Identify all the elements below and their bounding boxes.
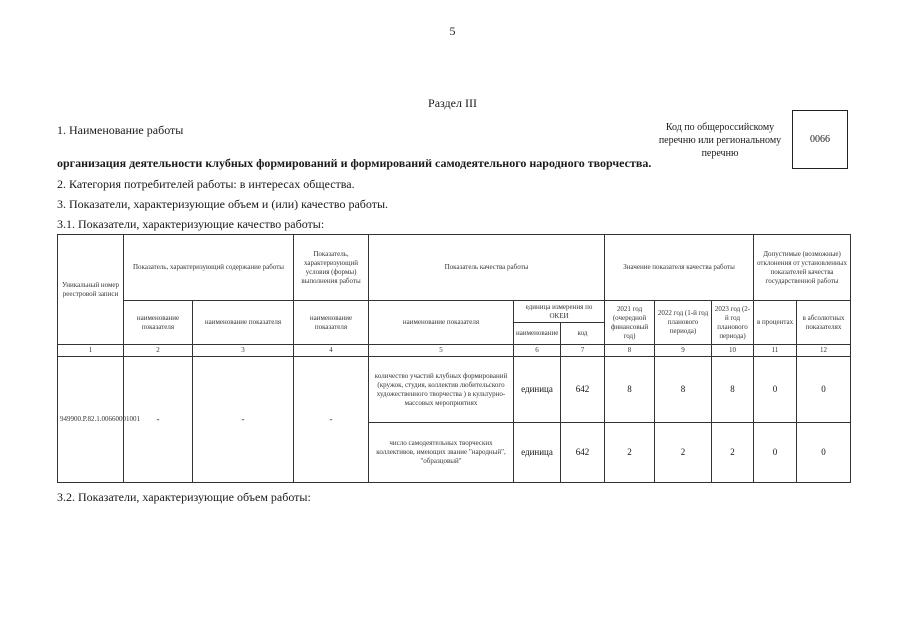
column-number: 12 xyxy=(797,345,851,357)
page-number: 5 xyxy=(449,24,456,38)
work-name-label: 1. Наименование работы xyxy=(57,123,184,137)
quality-indicators-table xyxy=(57,234,851,483)
header-indicator-name: наименование показателя xyxy=(369,301,514,345)
column-number: 10 xyxy=(712,345,754,357)
header-content-name-1: наименование показателя xyxy=(124,301,193,345)
registry-code-value: 0066 xyxy=(810,134,830,145)
consumer-category: 2. Категория потребителей работы: в интересах общества. xyxy=(57,177,355,191)
header-year-2021: 2021 год (очередной финансовый год) xyxy=(605,301,655,345)
header-content-name-2: наименование показателя xyxy=(193,301,294,345)
registry-number-cell: 949900.Р.82.1.00660001001 xyxy=(58,357,124,483)
indicators-heading: 3. Показатели, характеризующие объем и (или) качество работы. xyxy=(57,197,389,211)
quality-heading: 3.1. Показатели, характеризующие качество работы: xyxy=(57,217,325,231)
header-absolute: в абсолютных показателях xyxy=(797,301,851,345)
year-2023-cell: 2 xyxy=(712,423,754,483)
header-deviations: Допустимые (возможные) отклонения от установленных показателей качества государственной работы xyxy=(754,235,851,301)
column-number: 4 xyxy=(294,345,369,357)
column-number: 8 xyxy=(605,345,655,357)
work-name: организация деятельности клубных формирований и формирований самодеятельного народного творчества. xyxy=(57,156,652,170)
column-number: 9 xyxy=(655,345,712,357)
table-row xyxy=(58,357,851,423)
content-value-1-cell: - xyxy=(124,357,193,483)
registry-code-box xyxy=(792,110,848,169)
column-number: 6 xyxy=(514,345,561,357)
year-2021-cell: 2 xyxy=(605,423,655,483)
volume-heading: 3.2. Показатели, характеризующие объем работы: xyxy=(57,490,311,504)
unit-code-cell: 642 xyxy=(561,357,605,423)
conditions-value-cell: - xyxy=(294,357,369,483)
section-title: Раздел III xyxy=(428,96,477,110)
header-registry-number: Уникальный номер реестровой записи xyxy=(58,235,124,345)
absolute-cell: 0 xyxy=(797,423,851,483)
header-unit-name: наименование xyxy=(514,323,561,345)
year-2021-cell: 8 xyxy=(605,357,655,423)
year-2023-cell: 8 xyxy=(712,357,754,423)
column-number: 11 xyxy=(754,345,797,357)
percent-cell: 0 xyxy=(754,357,797,423)
column-number: 1 xyxy=(58,345,124,357)
indicator-name-cell: количество участий клубных формирований (кружок, студия, коллектив любительского художественного творчества ) в культурно-массовых мероприятиях xyxy=(369,357,514,423)
unit-code-cell: 642 xyxy=(561,423,605,483)
header-conditions-indicator: Показатель, характеризующий условия (формы) выполнения работы xyxy=(294,235,369,301)
header-conditions-name: наименование показателя xyxy=(294,301,369,345)
header-content-indicator: Показатель, характеризующий содержание работы xyxy=(124,235,294,301)
header-year-2022: 2022 год (1-й год планового периода) xyxy=(655,301,712,345)
year-2022-cell: 2 xyxy=(655,423,712,483)
year-2022-cell: 8 xyxy=(655,357,712,423)
unit-name-cell: единица xyxy=(514,423,561,483)
column-number: 7 xyxy=(561,345,605,357)
percent-cell: 0 xyxy=(754,423,797,483)
header-year-2023: 2023 год (2-й год планового периода) xyxy=(712,301,754,345)
header-unit-okei: единица измерения по ОКЕИ xyxy=(514,301,605,323)
column-number: 5 xyxy=(369,345,514,357)
column-number: 3 xyxy=(193,345,294,357)
header-unit-code: код xyxy=(561,323,605,345)
indicator-name-cell: число самодеятельных творческих коллективов, имеющих звание "народный", "образцовый" xyxy=(369,423,514,483)
header-quality-indicator: Показатель качества работы xyxy=(369,235,605,301)
column-number: 2 xyxy=(124,345,193,357)
absolute-cell: 0 xyxy=(797,357,851,423)
content-value-2-cell: - xyxy=(193,357,294,483)
registry-code-label: Код по общероссийскому перечню или региональному перечню xyxy=(658,122,782,159)
header-quality-value: Значение показателя качества работы xyxy=(605,235,754,301)
unit-name-cell: единица xyxy=(514,357,561,423)
header-percent: в процентах xyxy=(754,301,797,345)
